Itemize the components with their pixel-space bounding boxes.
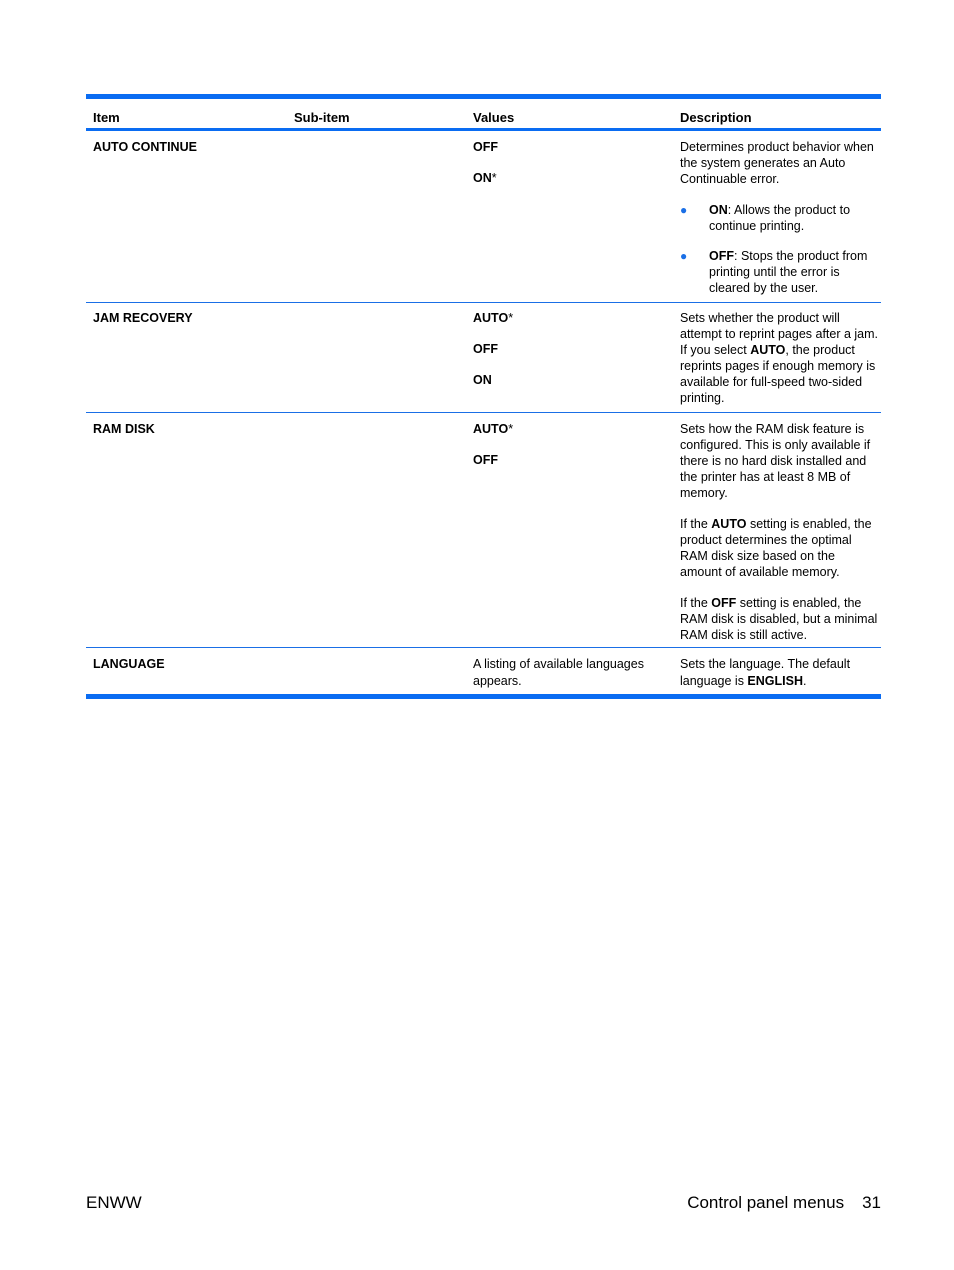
description-paragraph: Sets how the RAM disk feature is configured. This is only available if there is no hard disk installed and the printer has at least 8 MB of memory. (680, 422, 871, 500)
header-subitem: Sub-item (294, 110, 350, 125)
row-values (473, 310, 513, 403)
table-row (86, 413, 881, 648)
footer-page-info (687, 1193, 881, 1213)
row-item: JAM RECOVERY (93, 311, 193, 325)
description-paragraph: If the OFF setting is enabled, the RAM disk is disabled, but a minimal RAM disk is still active. (680, 596, 878, 642)
row-description (680, 310, 880, 421)
value-entry: OFF (473, 453, 498, 467)
footer-section-title: Control panel menus (687, 1193, 845, 1212)
row-values: A listing of available languages appears. (473, 657, 644, 688)
value-entry: ON* (473, 171, 497, 185)
table-row (86, 303, 881, 413)
row-item: AUTO CONTINUE (93, 140, 197, 154)
value-entry: AUTO* (473, 311, 514, 325)
row-values (473, 139, 498, 201)
menu-table (86, 94, 881, 699)
header-item: Item (93, 110, 120, 125)
description-paragraph: Determines product behavior when the system generates an Auto Continuable error. (680, 140, 874, 186)
description-paragraph: If the AUTO setting is enabled, the product determines the optimal RAM disk size based on the amount of available memory. (680, 517, 872, 579)
table-row (86, 131, 881, 303)
value-entry: OFF (473, 140, 498, 154)
description-paragraph: Sets whether the product will attempt to reprint pages after a jam. If you select AUTO, the product reprints pages if enough memory is available for full-speed two-sided printing. (680, 311, 879, 405)
header-values: Values (473, 110, 515, 125)
row-item: LANGUAGE (93, 657, 165, 671)
page-number: 31 (862, 1193, 881, 1212)
bullet-icon: ● (680, 249, 688, 263)
row-item: RAM DISK (93, 422, 155, 436)
row-description (680, 139, 880, 310)
value-entry: OFF (473, 342, 498, 356)
list-item: ● OFF: Stops the product from printing until the error is cleared by the user. (680, 249, 868, 295)
footer-label: ENWW (86, 1193, 142, 1212)
value-entry: AUTO* (473, 422, 514, 436)
list-item: ● ON: Allows the product to continue printing. (680, 203, 851, 233)
table-row (86, 648, 881, 694)
table-bottom-rule (86, 694, 881, 699)
table-header (86, 99, 881, 128)
value-entry: ON (473, 373, 492, 387)
row-description (680, 421, 880, 658)
header-description: Description (680, 110, 752, 125)
row-values (473, 421, 513, 483)
row-description: Sets the language. The default language is ENGLISH. (680, 657, 851, 688)
bullet-icon: ● (680, 203, 688, 217)
